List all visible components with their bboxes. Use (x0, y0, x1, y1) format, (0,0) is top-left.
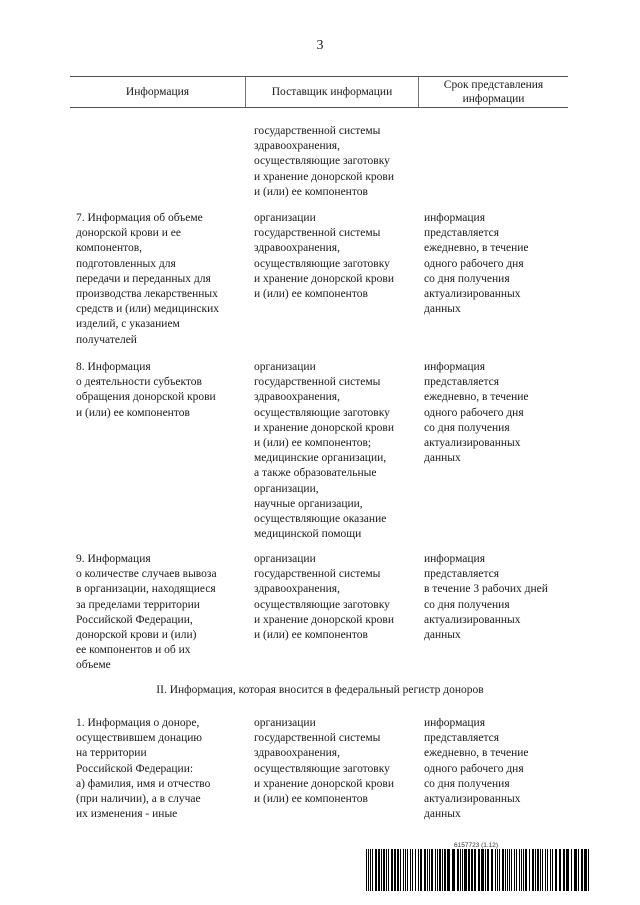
table-row-7-information: 7. Информация об объеме донорской крови и ее компонентов, подготовленных для передачи и переданных для производства лекарственных средств и (или) медицинских изделий, с указанием получателей (76, 212, 219, 346)
table-row-8-deadline: информация представляется ежедневно, в течение одного рабочего дня со дня получения актуализированных данных (424, 361, 529, 465)
header-deadline: Срок представления информации (443, 79, 544, 105)
barcode-image (366, 849, 592, 891)
section2-row-1-information: 1. Информация о доноре, осуществившем донацию на территории Российской Федерации: а) фамилия, имя и отчество (при наличии), а в случае их изменения - иные (76, 717, 211, 821)
table-row-7-provider: организации государственной системы здравоохранения, осуществляющие заготовку и хранение донорской крови и (или) ее компонентов (254, 212, 394, 301)
table-row-7-deadline: информация представляется ежедневно, в течение одного рабочего дня со дня получения актуализированных данных (424, 212, 529, 316)
barcode-caption: 6157723 (1.12) (454, 842, 499, 849)
table-row-9-provider: организации государственной системы здравоохранения, осуществляющие заготовку и хранение донорской крови и (или) ее компонентов (254, 553, 394, 642)
table-top-rule (70, 76, 568, 77)
table-row-8-information: 8. Информация о деятельности субъектов обращения донорской крови и (или) ее компонентов (76, 361, 216, 419)
section2-row-1-deadline: информация представляется ежедневно, в течение одного рабочего дня со дня получения актуализированных данных (424, 717, 529, 821)
section-heading: II. Информация, которая вносится в федеральный регистр доноров (156, 684, 484, 696)
table-row-9-deadline: информация представляется в течение 3 рабочих дней со дня получения актуализированных данных (424, 553, 548, 642)
header-provider: Поставщик информации (271, 86, 393, 98)
section2-row-1-provider: организации государственной системы здравоохранения, осуществляющие заготовку и хранение донорской крови и (или) ее компонентов (254, 717, 394, 806)
table-row-9-information: 9. Информация о количестве случаев вывоза в организации, находящиеся за пределами территории Российской Федерации, донорской крови и (или) ее компонентов и об их объеме (76, 553, 217, 672)
table-row-cont-provider: государственной системы здравоохранения, осуществляющие заготовку и хранение донорской крови и (или) ее компонентов (254, 125, 394, 198)
header-information: Информация (125, 86, 190, 98)
table-row-8-provider: организации государственной системы здравоохранения, осуществляющие заготовку и хранение донорской крови и (или) ее компонентов; медицинские организации, а также образовательные организации, научные организации, осуществляющие оказание медицинской помощи (254, 361, 394, 541)
page-number: 3 (316, 38, 324, 53)
table-header-rule (70, 107, 568, 108)
